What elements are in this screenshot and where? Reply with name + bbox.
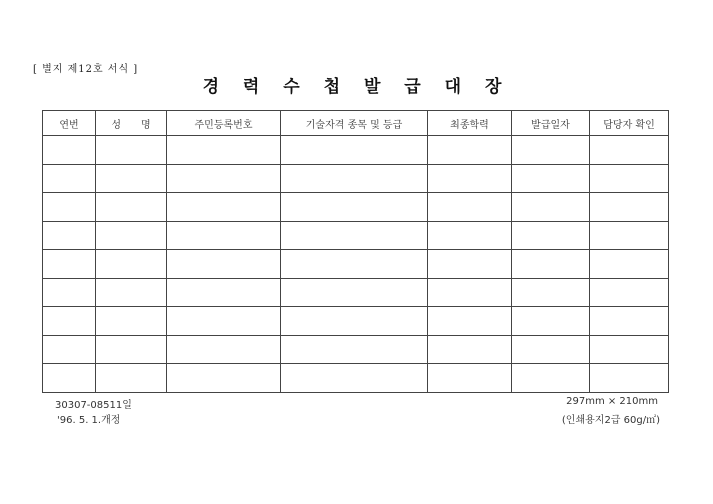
col-header-education: 최종학력 bbox=[428, 111, 512, 136]
ledger-body bbox=[43, 136, 669, 393]
table-cell bbox=[512, 250, 590, 279]
table-cell bbox=[428, 335, 512, 364]
table-cell bbox=[43, 335, 96, 364]
table-cell bbox=[167, 164, 281, 193]
table-cell bbox=[590, 364, 669, 393]
table-cell bbox=[428, 307, 512, 336]
table-cell bbox=[96, 250, 167, 279]
table-cell bbox=[167, 250, 281, 279]
table-cell bbox=[590, 193, 669, 222]
table-cell bbox=[281, 307, 428, 336]
table-cell bbox=[167, 136, 281, 165]
col-header-qualification: 기술자격 종목 및 등급 bbox=[281, 111, 428, 136]
table-cell bbox=[281, 193, 428, 222]
table-cell bbox=[281, 364, 428, 393]
page-title: 경 력 수 첩 발 급 대 장 bbox=[202, 77, 511, 97]
table-cell bbox=[281, 335, 428, 364]
table-cell bbox=[96, 307, 167, 336]
table-cell bbox=[590, 221, 669, 250]
table-row bbox=[43, 278, 669, 307]
table-cell bbox=[43, 221, 96, 250]
table-cell bbox=[43, 136, 96, 165]
table-cell bbox=[167, 221, 281, 250]
table-cell bbox=[512, 335, 590, 364]
ledger-table bbox=[42, 110, 669, 393]
table-cell bbox=[512, 164, 590, 193]
table-cell bbox=[281, 136, 428, 165]
table-cell bbox=[96, 164, 167, 193]
table-cell bbox=[512, 307, 590, 336]
table-cell bbox=[43, 278, 96, 307]
table-cell bbox=[281, 164, 428, 193]
table-cell bbox=[96, 221, 167, 250]
form-number-label: [ 별지 제12호 서식 ] bbox=[33, 64, 139, 75]
table-row bbox=[43, 136, 669, 165]
table-cell bbox=[167, 307, 281, 336]
table-row bbox=[43, 164, 669, 193]
table-cell bbox=[512, 193, 590, 222]
table-cell bbox=[96, 136, 167, 165]
col-header-name: 성 명 bbox=[96, 111, 167, 136]
table-cell bbox=[428, 364, 512, 393]
col-header-officer-check: 담당자 확인 bbox=[590, 111, 669, 136]
table-cell bbox=[43, 307, 96, 336]
table-cell bbox=[428, 278, 512, 307]
table-cell bbox=[96, 193, 167, 222]
table-cell bbox=[96, 335, 167, 364]
table-row bbox=[43, 250, 669, 279]
table-row bbox=[43, 221, 669, 250]
table-cell bbox=[43, 164, 96, 193]
paper-spec: (인쇄용지2급 60g/㎡) bbox=[561, 415, 660, 426]
paper-size: 297mm × 210mm bbox=[566, 396, 658, 407]
table-cell bbox=[96, 278, 167, 307]
table-cell bbox=[43, 250, 96, 279]
table-cell bbox=[43, 193, 96, 222]
table-row bbox=[43, 335, 669, 364]
table-cell bbox=[167, 193, 281, 222]
table-cell bbox=[512, 221, 590, 250]
table-cell bbox=[590, 278, 669, 307]
header-row bbox=[43, 111, 669, 136]
table-cell bbox=[590, 164, 669, 193]
table-cell bbox=[428, 136, 512, 165]
table-cell bbox=[590, 335, 669, 364]
table-cell bbox=[428, 221, 512, 250]
table-cell bbox=[43, 364, 96, 393]
table-cell bbox=[590, 307, 669, 336]
table-cell bbox=[512, 136, 590, 165]
col-header-issue-date: 발급일자 bbox=[512, 111, 590, 136]
table-cell bbox=[281, 221, 428, 250]
revision-date: '96. 5. 1.개정 bbox=[57, 415, 121, 426]
table-cell bbox=[167, 364, 281, 393]
table-cell bbox=[167, 278, 281, 307]
table-cell bbox=[281, 250, 428, 279]
col-header-serial: 연번 bbox=[43, 111, 96, 136]
table-cell bbox=[281, 278, 428, 307]
table-cell bbox=[428, 193, 512, 222]
table-row bbox=[43, 193, 669, 222]
table-cell bbox=[428, 250, 512, 279]
form-code: 30307-08511일 bbox=[55, 400, 132, 411]
table-cell bbox=[96, 364, 167, 393]
table-row bbox=[43, 307, 669, 336]
table-cell bbox=[590, 250, 669, 279]
table-cell bbox=[590, 136, 669, 165]
col-header-resident-number: 주민등록번호 bbox=[167, 111, 281, 136]
table-cell bbox=[512, 364, 590, 393]
table-cell bbox=[167, 335, 281, 364]
table-cell bbox=[512, 278, 590, 307]
table-row bbox=[43, 364, 669, 393]
table-cell bbox=[428, 164, 512, 193]
